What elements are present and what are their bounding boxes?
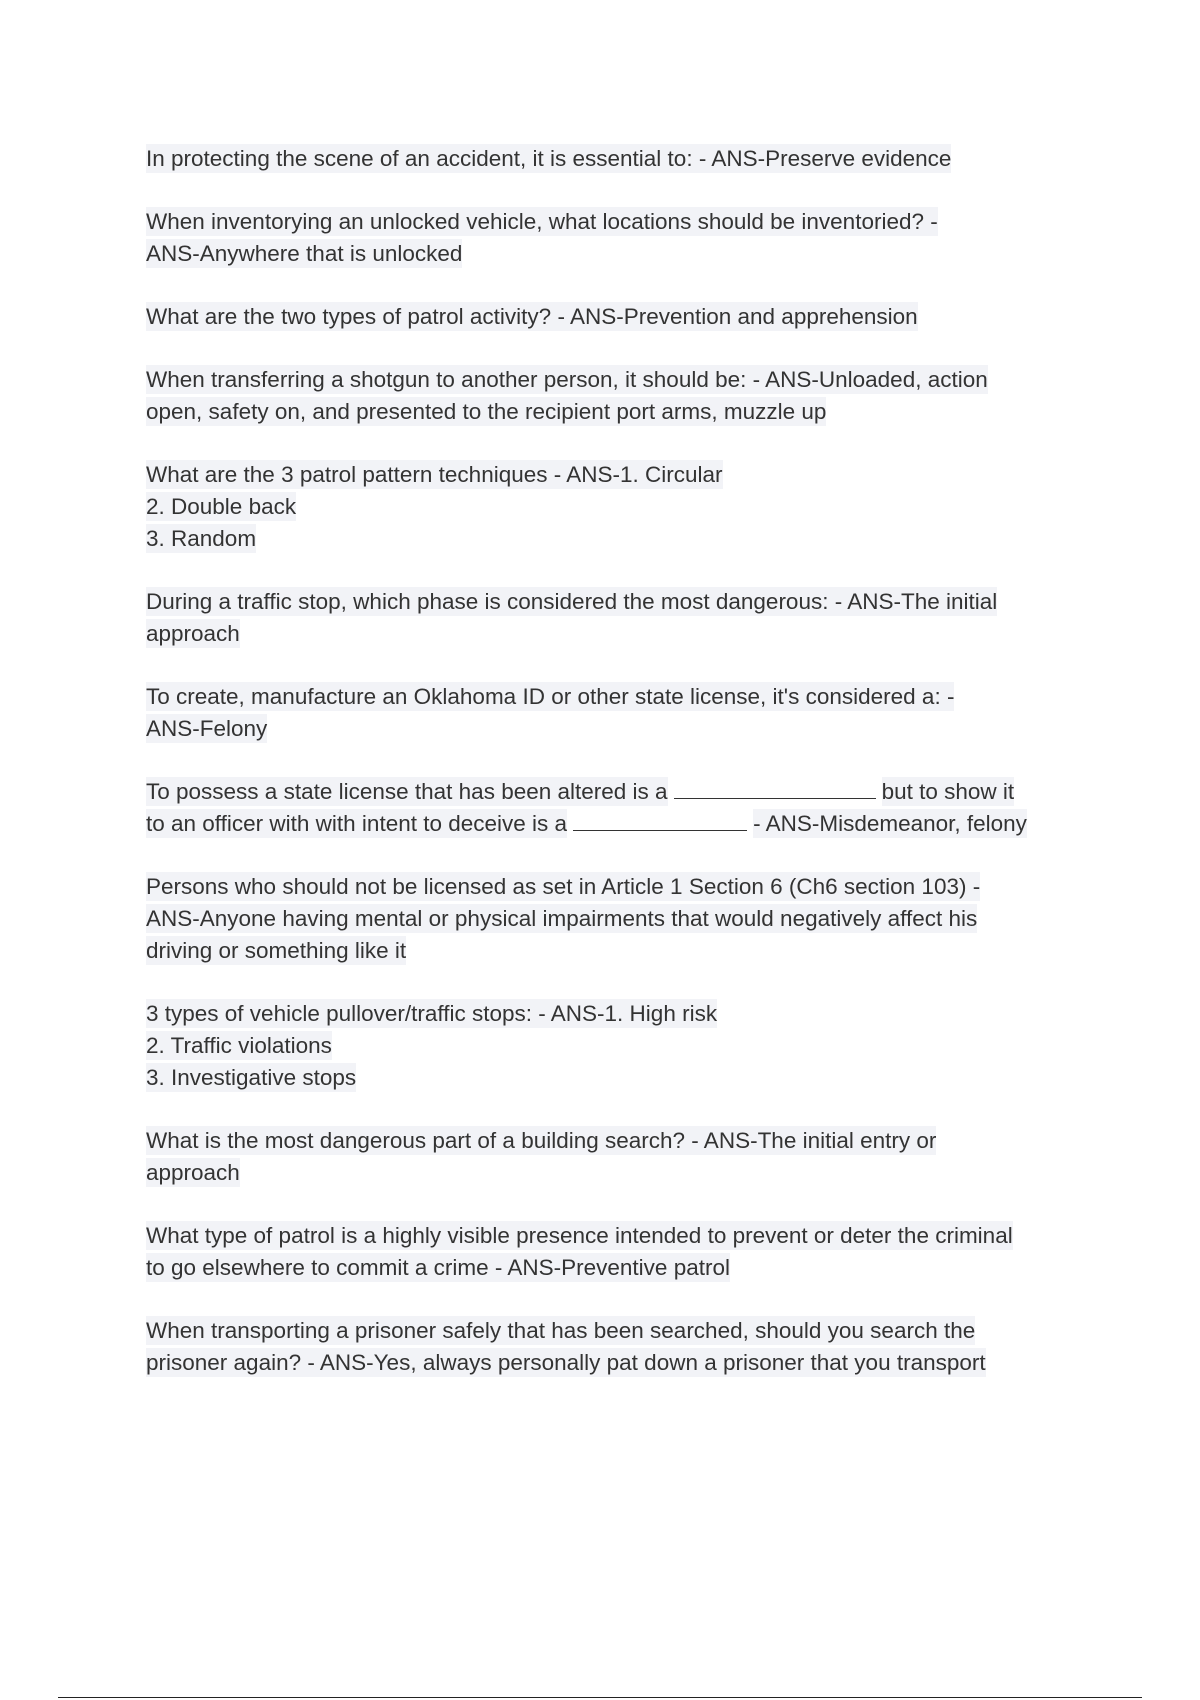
qa-line: What are the two types of patrol activity? - ANS-Prevention and apprehension — [146, 304, 918, 329]
qa-item — [146, 206, 1096, 270]
qa-line: ANS-Anyone having mental or physical impairments that would negatively affect his — [146, 906, 978, 931]
qa-line: prisoner again? - ANS-Yes, always personally pat down a prisoner that you transport — [146, 1350, 986, 1375]
qa-line: What are the 3 patrol pattern techniques - ANS-1. Circular — [146, 462, 723, 487]
qa-item — [146, 1220, 1096, 1284]
qa-list — [146, 143, 1096, 1410]
answer-blank — [674, 778, 876, 799]
qa-item — [146, 364, 1096, 428]
qa-line: approach — [146, 621, 240, 646]
qa-item — [146, 143, 1096, 175]
footer-divider — [58, 1697, 1142, 1698]
qa-line: During a traffic stop, which phase is considered the most dangerous: - ANS-The initial — [146, 589, 998, 614]
qa-line: To create, manufacture an Oklahoma ID or other state license, it's considered a: - — [146, 684, 955, 709]
qa-item-fill-in-blank — [146, 776, 1096, 840]
qa-item — [146, 1315, 1096, 1379]
qa-line: What type of patrol is a highly visible presence intended to prevent or deter the criminal — [146, 1223, 1013, 1248]
qa-item — [146, 459, 1096, 555]
qa-line: to an officer with with intent to deceive is a - ANS-Misdemeanor, felony — [146, 811, 1027, 836]
qa-line: To possess a state license that has been altered is a but to show it — [146, 779, 1015, 804]
qa-line: approach — [146, 1160, 240, 1185]
qa-item — [146, 586, 1096, 650]
qa-line: When transporting a prisoner safely that has been searched, should you search the — [146, 1318, 976, 1343]
qa-line: driving or something like it — [146, 938, 407, 963]
qa-line: 3 types of vehicle pullover/traffic stops: - ANS-1. High risk — [146, 1001, 718, 1026]
qa-line: Persons who should not be licensed as set in Article 1 Section 6 (Ch6 section 103) - — [146, 874, 981, 899]
qa-line: to go elsewhere to commit a crime - ANS-Preventive patrol — [146, 1255, 730, 1280]
qa-line: When inventorying an unlocked vehicle, what locations should be inventoried? - — [146, 209, 938, 234]
qa-line: What is the most dangerous part of a building search? - ANS-The initial entry or — [146, 1128, 937, 1153]
qa-item — [146, 998, 1096, 1094]
qa-line: 2. Double back — [146, 494, 297, 519]
qa-line: When transferring a shotgun to another person, it should be: - ANS-Unloaded, action — [146, 367, 988, 392]
qa-line: ANS-Anywhere that is unlocked — [146, 241, 463, 266]
qa-line: open, safety on, and presented to the recipient port arms, muzzle up — [146, 399, 827, 424]
qa-line: ANS-Felony — [146, 716, 268, 741]
qa-line: In protecting the scene of an accident, it is essential to: - ANS-Preserve evidence — [146, 146, 952, 171]
qa-line: 3. Investigative stops — [146, 1065, 357, 1090]
qa-line: 3. Random — [146, 526, 257, 551]
qa-item — [146, 1125, 1096, 1189]
qa-item — [146, 681, 1096, 745]
qa-item — [146, 301, 1096, 333]
qa-line: 2. Traffic violations — [146, 1033, 332, 1058]
answer-blank — [573, 810, 747, 831]
qa-item — [146, 871, 1096, 967]
